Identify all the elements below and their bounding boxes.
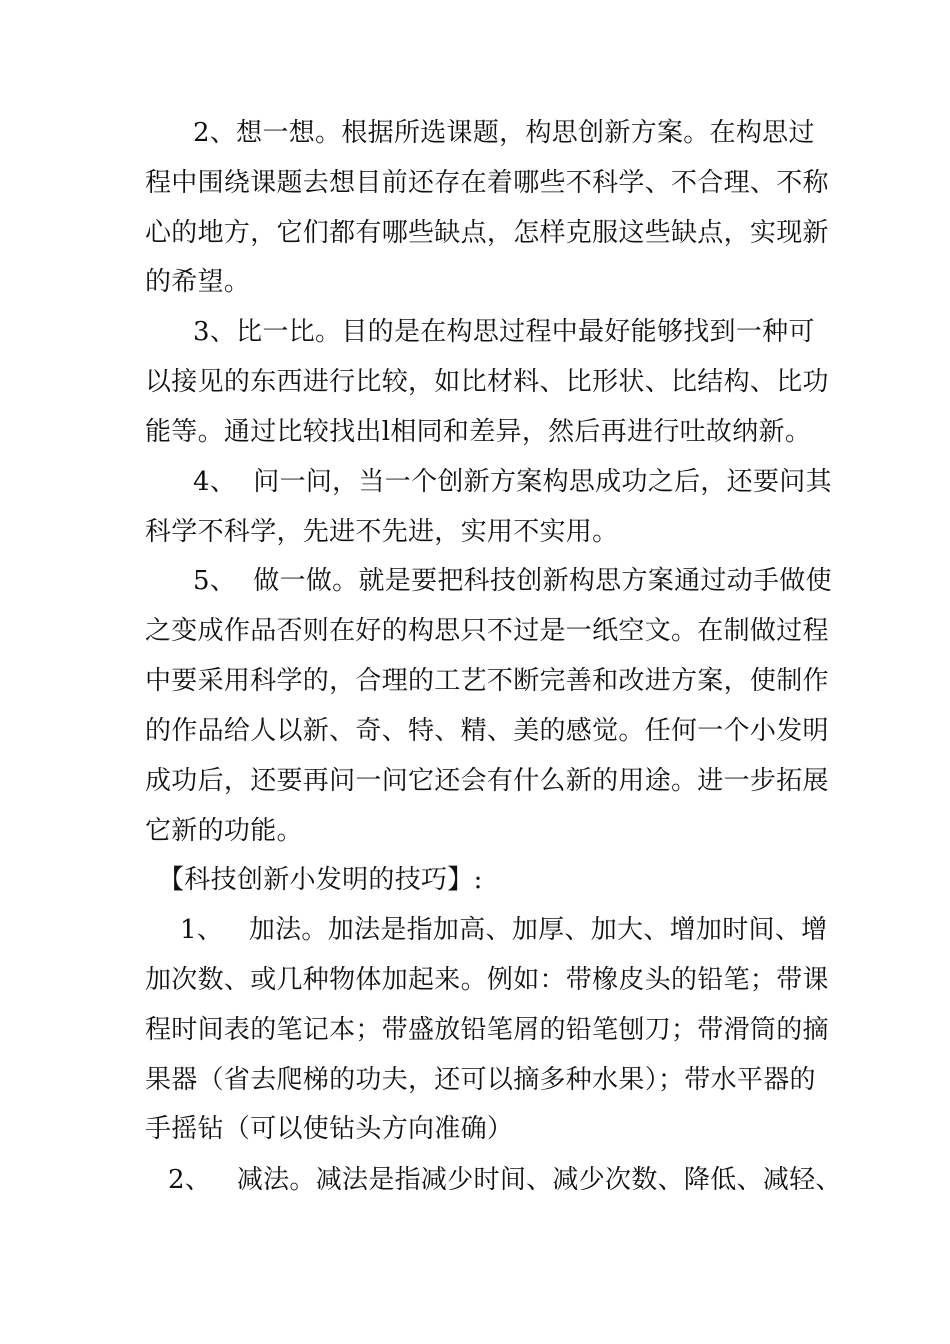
section-heading: 【科技创新小发明的技巧】: — [158, 865, 483, 895]
text-line: 程中围绕课题去想目前还存在着哪些不科学、不合理、不称 — [145, 168, 829, 198]
text-line: 2、想一想。根据所选课题，构思创新方案。在构思过 — [193, 118, 815, 148]
text-line: 4、 问一问，当一个创新方案构思成功之后，还要问其 — [193, 467, 832, 497]
text-line: 中要采用科学的，合理的工艺不断完善和改进方案，使制作 — [145, 666, 829, 696]
text-line: 程时间表的笔记本；带盛放铅笔屑的铅笔刨刀；带滑筒的摘 — [145, 1015, 829, 1045]
text-line: 它新的功能。 — [145, 816, 303, 846]
text-line: 的作品给人以新、奇、特、精、美的感觉。任何一个小发明 — [145, 716, 829, 746]
text-line: 5、 做一做。就是要把科技创新构思方案通过动手做使 — [193, 566, 832, 596]
text-line: 科学不科学，先进不先进，实用不实用。 — [145, 517, 619, 547]
text-line: 果器（省去爬梯的功夫，还可以摘多种水果）；带水平器的 — [145, 1065, 816, 1095]
text-line: 2、 减法。减法是指减少时间、减少次数、降低、减轻、 — [168, 1165, 842, 1195]
text-line: 3、比一比。目的是在构思过程中最好能够找到一种可 — [193, 317, 815, 347]
text-line: 心的地方，它们都有哪些缺点，怎样克服这些缺点，实现新 — [145, 218, 829, 248]
text-line: 的希望。 — [145, 267, 251, 297]
text-line: 以接见的东西进行比较，如比材料、比形状、比结构、比功 — [145, 367, 829, 397]
text-line: 之变成作品否则在好的构思只不过是一纸空文。在制做过程 — [145, 616, 829, 646]
text-line: 能等。通过比较找出l相同和差异，然后再进行吐故纳新。 — [145, 417, 812, 447]
text-line: 1、 加法。加法是指加高、加厚、加大、增加时间、增 — [180, 915, 828, 945]
text-line: 加次数、或几种物体加起来。例如：带橡皮头的铅笔；带课 — [145, 965, 829, 995]
text-line: 手摇钻（可以使钻头方向准确） — [145, 1114, 514, 1144]
text-line: 成功后，还要再问一问它还会有什么新的用途。进一步拓展 — [145, 766, 829, 796]
